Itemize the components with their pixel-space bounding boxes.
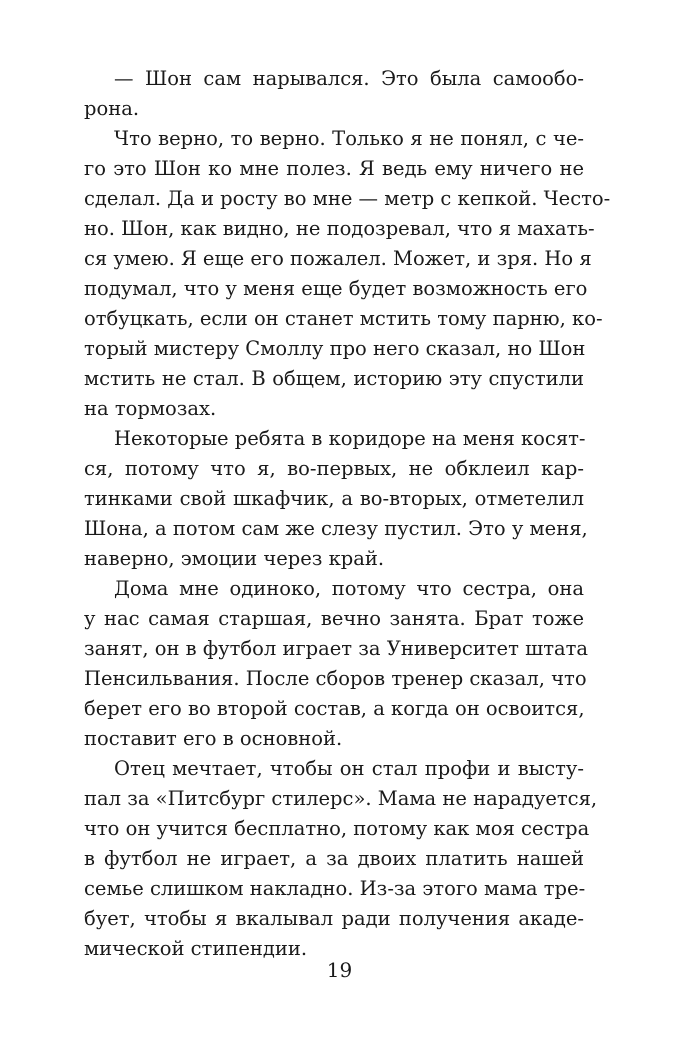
text-line: торый мистеру Смоллу про него сказал, но Шон	[84, 337, 586, 360]
text-line: Шона, а потом сам же слезу пустил. Это у меня,	[84, 517, 588, 540]
text-line: Что верно, то верно. Только я не понял, с че-	[114, 127, 584, 150]
text-line: семье слишком накладно. Из-за этого мама тре-	[84, 877, 586, 900]
text-line: подумал, что у меня еще будет возможность его	[84, 277, 588, 300]
text-line: мстить не стал. В общем, историю эту спустили	[84, 367, 584, 390]
text-line: отбуцкать, если он станет мстить тому парню, ко-	[84, 307, 603, 330]
text-line: мической стипендии.	[84, 937, 308, 960]
text-line: Отец мечтает, чтобы он стал профи и высту-	[114, 757, 584, 780]
text-line: рона.	[84, 97, 140, 120]
text-line: го это Шон ко мне полез. Я ведь ему ничего не	[84, 157, 584, 180]
text-line: наверно, эмоции через край.	[84, 547, 385, 570]
text-line: что он учится бесплатно, потому как моя сестра	[84, 817, 590, 840]
text-line: но. Шон, как видно, не подозревал, что я махать-	[84, 217, 595, 240]
text-line: сделал. Да и росту во мне — метр с кепкой. Често-	[84, 187, 611, 210]
text-line: занят, он в футбол играет за Университет штата	[84, 637, 589, 660]
text-line: Дома мне одиноко, потому что сестра, она	[114, 577, 584, 600]
text-line: — Шон сам нарывался. Это была самообо-	[114, 67, 584, 90]
text-line: на тормозах.	[84, 397, 217, 420]
text-line: берет его во второй состав, а когда он освоится,	[84, 697, 585, 720]
text-line: Пенсильвания. После сборов тренер сказал, что	[84, 667, 587, 690]
body-text	[84, 64, 611, 964]
text-line: Некоторые ребята в коридоре на меня косят-	[114, 427, 586, 450]
text-line: пал за «Питсбург стилерс». Мама не нарадуется,	[84, 787, 598, 810]
text-line: в футбол не играет, а за двоих платить нашей	[84, 847, 584, 870]
text-line: у нас самая старшая, вечно занята. Брат тоже	[84, 607, 584, 630]
text-line: поставит его в основной.	[84, 727, 343, 750]
text-line: тинками свой шкафчик, а во-вторых, отметелил	[84, 487, 584, 510]
text-line: ся умею. Я еще его пожалел. Может, и зря. Но я	[84, 247, 592, 270]
text-line: ся, потому что я, во-первых, не обклеил кар-	[84, 457, 584, 480]
text-line: бует, чтобы я вкалывал ради получения акаде-	[84, 907, 584, 930]
page-number: 19	[326, 958, 353, 982]
